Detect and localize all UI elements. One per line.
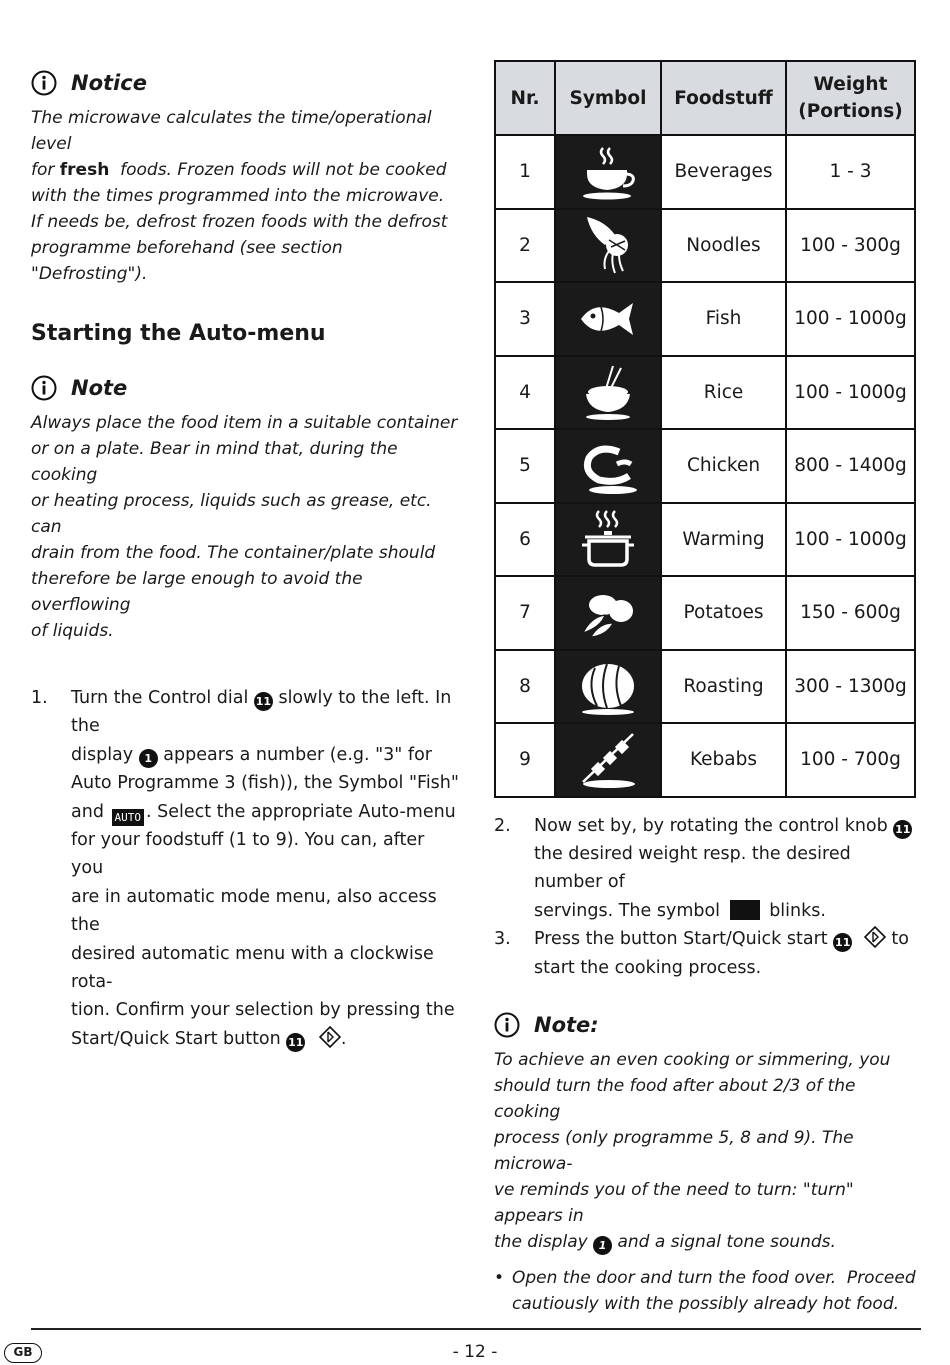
info-icon bbox=[31, 70, 57, 96]
start-diamond-icon bbox=[319, 1026, 341, 1048]
control-knob-number-icon: 11 bbox=[893, 820, 912, 839]
step-list bbox=[31, 684, 461, 1053]
notice-title: Notice bbox=[71, 71, 147, 95]
bold-fresh: fresh bbox=[59, 160, 110, 180]
note-heading bbox=[31, 371, 461, 405]
display-number-icon: 1 bbox=[593, 1236, 612, 1255]
step-1: 1. Turn the Control dial 11 slowly to the left. In the display 1 appears a number (e.g. "3" for Auto Programme 3 (fish)), the Symbol "Fish" and AUTO . Select the appropriate Auto-menu for your foodstuff (1 to 9). You can, after you are in automatic mode menu, also access the desired automatic menu with a clockwise rota- tion. Confirm your selection by pressing the Start/Quick Start button 11 . bbox=[31, 684, 461, 1053]
page-number: - 12 - bbox=[452, 1342, 498, 1362]
noodles-icon bbox=[573, 213, 643, 277]
table-row: 4 Rice 100 - 1000g bbox=[495, 356, 915, 430]
footer-divider bbox=[31, 1328, 921, 1330]
note-text: Always place the food item in a suitable container or on a plate. Bear in mind that, during the cooking or heating process, liquids such as grease, etc. can drain from the food. The container/plate should therefore be large enough to avoid the overflowing of liquids. bbox=[31, 413, 458, 641]
pot-icon bbox=[573, 507, 643, 571]
note-title: Note bbox=[71, 376, 128, 400]
bullet-item: • Open the door and turn the food over. Proceed cautiously with the possibly already hot food. bbox=[494, 1267, 916, 1314]
kebab-icon bbox=[573, 728, 643, 792]
table-row: 2 Noodles 100 - 300g bbox=[495, 209, 915, 283]
header-foodstuff: Foodstuff bbox=[661, 61, 786, 135]
cup-icon bbox=[573, 140, 643, 204]
table-row: 8 Roasting 300 - 1300g bbox=[495, 650, 915, 724]
start-button-number-icon: 11 bbox=[286, 1033, 305, 1052]
control-dial-number-icon: 11 bbox=[254, 692, 273, 711]
note2-text: To achieve an even cooking or simmering, you should turn the food after about 2/3 of the cooking process (only programme 5, 8 and 9). The microwa- ve reminds you of the need to turn: "turn" appears in the display 1 and a signal tone sounds. bbox=[494, 1047, 918, 1255]
header-nr: Nr. bbox=[495, 61, 555, 135]
rice-bowl-icon bbox=[573, 360, 643, 424]
info-icon bbox=[31, 375, 57, 401]
language-badge: GB bbox=[4, 1343, 42, 1363]
notice-text: The microwave calculates the time/operational level for fresh foods. Frozen foods will not be cooked with the times programmed into the microwave. If needs be, defrost frozen foods with the defrost programme beforehand (see section "Defrosting"). bbox=[31, 108, 448, 284]
header-symbol: Symbol bbox=[555, 61, 661, 135]
table-row: 9 Kebabs 100 - 700g bbox=[495, 723, 915, 797]
step-list-continued bbox=[494, 812, 918, 982]
table-row: 3 Fish 100 - 1000g bbox=[495, 282, 915, 356]
note2-title: Note: bbox=[534, 1012, 599, 1037]
table-row: 1 Beverages 1 - 3 bbox=[495, 135, 915, 209]
right-column bbox=[494, 60, 918, 1317]
step-2: 2. Now set by, by rotating the control knob 11 the desired weight resp. the desired number of servings. The symbol blinks. bbox=[494, 815, 911, 921]
start-diamond-icon bbox=[864, 926, 886, 948]
step-3: 3. Press the button Start/Quick start 11 to start the cooking process. bbox=[494, 925, 918, 982]
info-icon bbox=[494, 1012, 520, 1038]
potatoes-icon bbox=[573, 581, 643, 645]
roast-icon bbox=[573, 654, 643, 718]
table-row: 5 Chicken 800 - 1400g bbox=[495, 429, 915, 503]
fish-icon bbox=[573, 287, 643, 351]
start-symbol-icon bbox=[730, 900, 760, 920]
table-header-row bbox=[495, 61, 915, 135]
notice-heading bbox=[31, 66, 461, 100]
section-title: Starting the Auto-menu bbox=[31, 321, 326, 346]
header-weight: Weight (Portions) bbox=[786, 61, 915, 135]
auto-icon: AUTO bbox=[112, 809, 145, 826]
chicken-icon bbox=[573, 434, 643, 498]
note-turn bbox=[494, 1008, 918, 1317]
table-row: 6 Warming 100 - 1000g bbox=[495, 503, 915, 577]
left-column bbox=[31, 66, 461, 1053]
table-row: 7 Potatoes 150 - 600g bbox=[495, 576, 915, 650]
note2-heading bbox=[494, 1008, 918, 1042]
display-number-icon: 1 bbox=[139, 749, 158, 768]
start-button-number-icon: 11 bbox=[833, 933, 852, 952]
auto-menu-table bbox=[494, 60, 916, 798]
